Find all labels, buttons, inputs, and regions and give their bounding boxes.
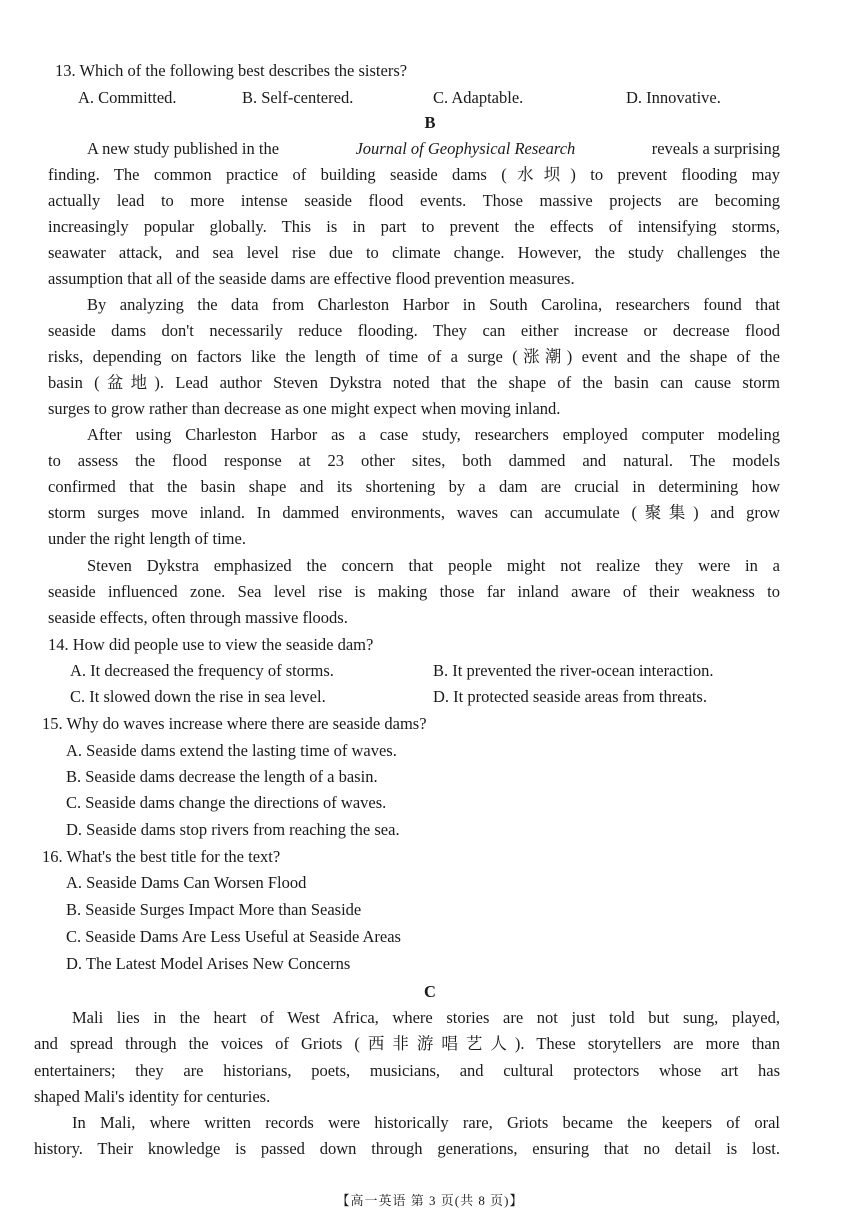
paragraph-line: Mali lies in the heart of West Africa, where stories are not just told but sung, played, [72,1008,780,1027]
q14-option-b: B. It prevented the river-ocean interaction. [433,661,714,680]
paragraph-line: shaped Mali's identity for centuries. [34,1087,271,1106]
paragraph-line: to assess the flood response at 23 other sites, both dammed and natural. The models [48,451,780,470]
paragraph-line: increasingly popular globally. This is in part to prevent the effects of intensifying storms, [48,217,780,236]
paragraph-line: seaside effects, often through massive floods. [48,608,348,627]
q13-option-d: D. Innovative. [626,88,721,107]
section-b-label: B [424,113,436,132]
paragraph-line: under the right length of time. [48,529,246,548]
p1-tail: reveals a surprising [651,139,780,158]
q14-option-d: D. It protected seaside areas from threats. [433,687,707,706]
paragraph-line: history. Their knowledge is passed down through generations, ensuring that no detail is lost. [34,1139,780,1158]
paragraph-line: seaside dams don't necessarily reduce flooding. They can either increase or decrease flood [48,321,780,340]
paragraph-line: In Mali, where written records were historically rare, Griots became the keepers of oral [72,1113,780,1132]
q16-option-c: C. Seaside Dams Are Less Useful at Seaside Areas [66,927,401,946]
q16-option-a: A. Seaside Dams Can Worsen Flood [66,873,307,892]
q13-stem: 13. Which of the following best describes the sisters? [55,61,408,80]
q14-stem: 14. How did people use to view the seaside dam? [48,635,374,654]
paragraph-line: confirmed that the basin shape and its shortening by a dam are crucial in determining how [48,477,780,496]
paragraph-line: By analyzing the data from Charleston Harbor in South Carolina, researchers found that [87,295,780,314]
q16-stem: 16. What's the best title for the text? [42,847,281,866]
paragraph-line: risks, depending on factors like the length of time of a surge (涨潮) event and the shape of the [48,347,780,366]
q13-option-a: A. Committed. [78,88,177,107]
paragraph-line: surges to grow rather than decrease as one might expect when moving inland. [48,399,561,418]
paragraph-line: finding. The common practice of building seaside dams (水坝) to prevent flooding may [48,165,780,184]
q15-option-a: A. Seaside dams extend the lasting time of waves. [66,741,397,760]
q16-option-b: B. Seaside Surges Impact More than Seaside [66,900,362,919]
page-footer: 【高一英语 第 3 页(共 8 页)】 [336,1193,524,1208]
q15-option-b: B. Seaside dams decrease the length of a basin. [66,767,378,786]
journal-name: Journal of Geophysical Research [355,139,576,158]
paragraph-line: After using Charleston Harbor as a case study, researchers employed computer modeling [87,425,780,444]
paragraph-line: actually lead to more intense seaside flood events. Those massive projects are becoming [48,191,780,210]
paragraph-line: entertainers; they are historians, poets, musicians, and cultural protectors whose art has [34,1061,780,1080]
q14-option-a: A. It decreased the frequency of storms. [70,661,334,680]
p1-lead: A new study published in the [87,139,280,158]
q15-option-c: C. Seaside dams change the directions of waves. [66,793,387,812]
paragraph-line: basin (盆地). Lead author Steven Dykstra noted that the shape of the basin can cause storm [48,373,780,392]
paragraph-line: seaside influenced zone. Sea level rise is making those far inland aware of their weakness to [48,582,780,601]
paragraph-line: assumption that all of the seaside dams are effective flood prevention measures. [48,269,575,288]
paragraph-line: Steven Dykstra emphasized the concern that people might not realize they were in a [87,556,780,575]
paragraph-line: seawater attack, and sea level rise due to climate change. However, the study challenges the [48,243,780,262]
q16-option-d: D. The Latest Model Arises New Concerns [66,954,351,973]
section-b-p1-line1 [87,136,780,162]
q15-stem: 15. Why do waves increase where there are seaside dams? [42,714,427,733]
q13-option-c: C. Adaptable. [433,88,524,107]
q14-option-c: C. It slowed down the rise in sea level. [70,687,326,706]
paragraph-line: and spread through the voices of Griots (西非游唱艺人). These storytellers are more than [34,1034,780,1053]
q13-option-b: B. Self-centered. [242,88,354,107]
paragraph-line: storm surges move inland. In dammed environments, waves can accumulate (聚集) and grow [48,503,780,522]
q15-option-d: D. Seaside dams stop rivers from reaching the sea. [66,820,400,839]
section-c-label: C [424,982,436,1001]
